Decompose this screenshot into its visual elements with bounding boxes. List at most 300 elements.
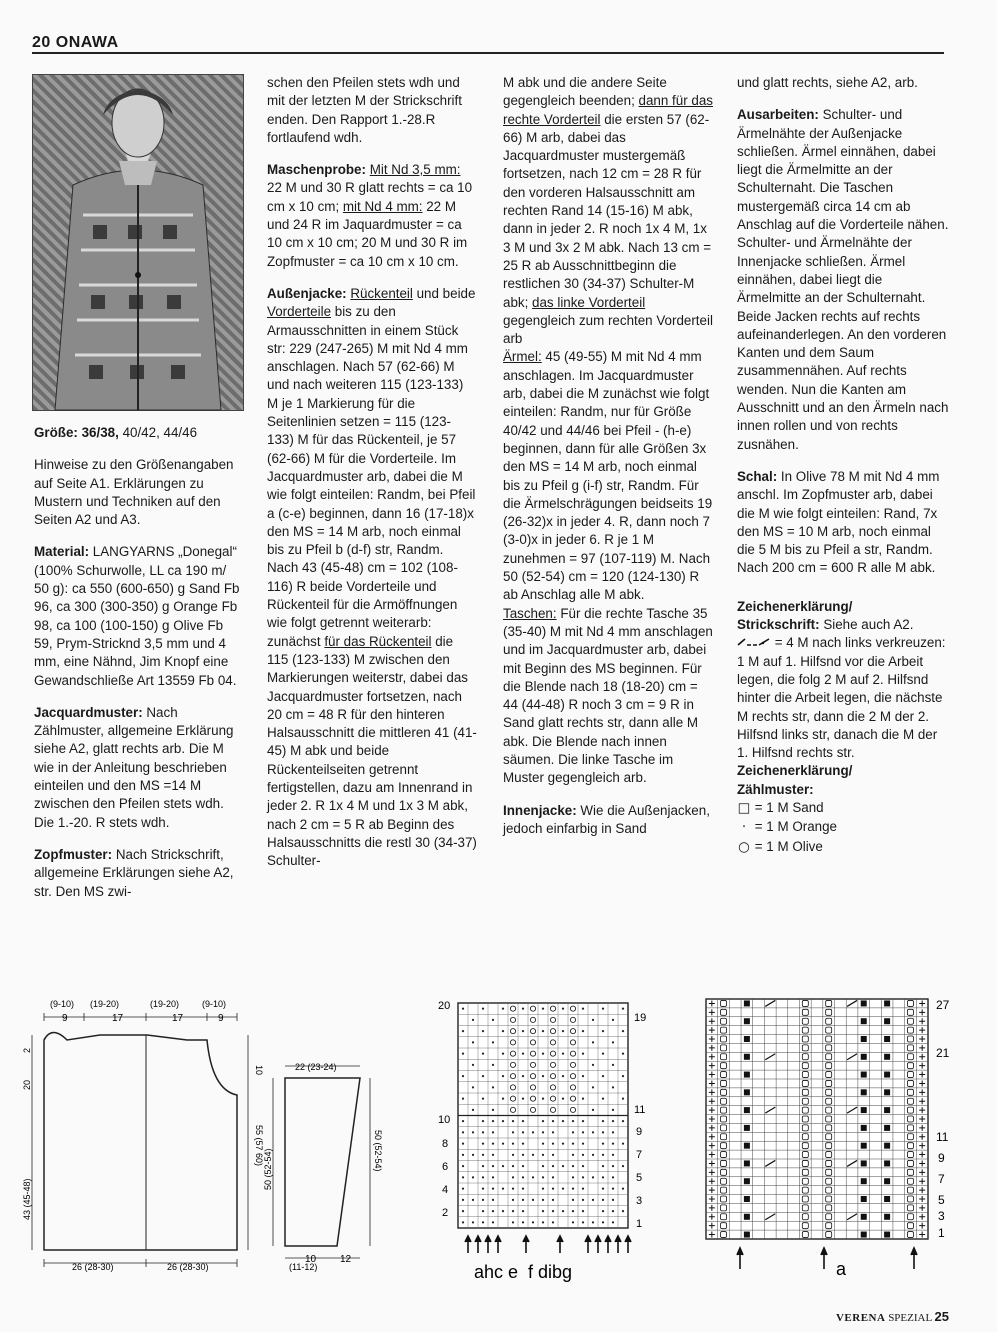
orange-stitch <box>532 1176 534 1178</box>
zopf-label: Zopfmuster: <box>34 846 113 862</box>
filled-stitch <box>861 1178 867 1184</box>
orange-stitch <box>532 1221 534 1223</box>
orange-stitch <box>552 1154 554 1156</box>
orange-stitch <box>462 1154 464 1156</box>
top-label-3: (19-20) <box>150 999 180 1009</box>
orange-stitch <box>552 1176 554 1178</box>
row-label-8: 8 <box>442 1138 449 1150</box>
filled-stitch <box>744 1018 750 1024</box>
orange-stitch <box>602 1131 604 1133</box>
orange-stitch <box>612 1086 614 1088</box>
orange-stitch <box>542 1143 544 1145</box>
orange-stitch <box>462 1221 464 1223</box>
orange-stitch <box>462 1098 464 1100</box>
aj-rueckenteil: Rückenteil <box>350 285 413 301</box>
orange-stitch <box>592 1221 594 1223</box>
orange-stitch <box>542 1030 544 1032</box>
orange-stitch <box>462 1188 464 1190</box>
jacquard-paragraph <box>34 704 244 832</box>
orange-stitch <box>562 1008 564 1010</box>
cable-row-9: 9 <box>938 1151 945 1165</box>
orange-stitch <box>462 1199 464 1201</box>
filled-stitch <box>744 1143 750 1149</box>
cable-row-11: 11 <box>936 1130 949 1144</box>
orange-stitch <box>522 1188 524 1190</box>
orange-stitch <box>532 1131 534 1133</box>
taschen-text: Für die rechte Tasche 35 (35-40) M mit Nd 4 mm anschlagen und im Jacquardmuster arb, dabei mit Beginn des MS beginnen. Für die Blende nach 18 (18-20) cm = 44 (44-48) R noch 3 cm = 9 R in Sand glatt rechts str, dann alle M abk. Die Blende nach innen säumen. Die linke Tasche im Muster gegengleich arb. <box>503 605 713 786</box>
orange-stitch <box>582 1165 584 1167</box>
cable-chart <box>700 995 965 1285</box>
page-header <box>32 34 944 54</box>
filled-stitch <box>744 1232 750 1238</box>
orange-stitch <box>562 1165 564 1167</box>
filled-stitch <box>884 1054 890 1060</box>
filled-stitch <box>861 1125 867 1131</box>
orange-stitch <box>522 1053 524 1055</box>
material-label: Material: <box>34 544 90 560</box>
legend-olive-text: = 1 M Olive <box>754 838 823 854</box>
orange-stitch <box>572 1154 574 1156</box>
legend-zaehlmuster <box>737 762 949 856</box>
filled-stitch <box>744 1036 750 1042</box>
orange-stitch <box>512 1143 514 1145</box>
top-value-1: 9 <box>62 1013 68 1024</box>
orange-stitch <box>562 1030 564 1032</box>
cable-grid <box>706 999 928 1239</box>
orange-stitch <box>542 1199 544 1201</box>
innenjacke-label: Innenjacke: <box>503 802 577 818</box>
orange-stitch <box>572 1120 574 1122</box>
filled-stitch <box>884 1214 890 1220</box>
orange-stitch <box>502 1030 504 1032</box>
orange-stitch <box>492 1199 494 1201</box>
row-label-4: 4 <box>442 1184 449 1196</box>
left-label-2: 20 <box>22 1079 32 1090</box>
c3-text-3: gegengleich zum rechten Vorderteil arb <box>503 312 713 347</box>
orange-stitch <box>512 1188 514 1190</box>
orange-stitch <box>612 1210 614 1212</box>
sleeve-left-label: 50 (52-54) <box>263 1148 273 1190</box>
c3-text-1: M abk und die andere Seite gegengleich beenden; <box>503 75 667 109</box>
orange-stitch <box>542 1188 544 1190</box>
legend2-title: Zeichenerklärung/ <box>737 763 853 779</box>
jacquard-chart <box>430 995 660 1285</box>
filled-stitch <box>744 1000 750 1006</box>
orange-stitch <box>482 1154 484 1156</box>
orange-stitch <box>582 1154 584 1156</box>
mp-needle-35: Mit Nd 3,5 mm: <box>369 162 461 178</box>
row-label-20: 20 <box>438 1000 451 1012</box>
schal-text: In Olive 78 M mit Nd 4 mm anschl. Im Zopfmuster arb, dabei die M wie folgt einteilen: Rand, 7x den MS = 10 M arb, noch einmal die 5 M bis zu Pfeil a str, Randm. Nach 200 cm = 600 R alle M abk. <box>737 468 940 576</box>
orange-stitch <box>572 1221 574 1223</box>
aj-vorderteile: Vorderteile <box>267 304 332 320</box>
orange-stitch <box>512 1199 514 1201</box>
orange-stitch <box>472 1221 474 1223</box>
row-label-11: 11 <box>634 1104 646 1116</box>
orange-stitch <box>572 1131 574 1133</box>
orange-stitch <box>522 1154 524 1156</box>
orange-stitch <box>602 1120 604 1122</box>
left-label-1: 2 <box>22 1047 32 1053</box>
column-2 <box>267 74 477 884</box>
size-paragraph <box>34 424 244 442</box>
orange-stitch <box>492 1165 494 1167</box>
zopf-paragraph <box>34 846 244 901</box>
orange-stitch <box>622 1008 624 1010</box>
orange-stitch <box>582 1176 584 1178</box>
orange-stitch <box>592 1154 594 1156</box>
orange-stitch <box>542 1154 544 1156</box>
cable-row-5: 5 <box>938 1193 945 1207</box>
filled-stitch <box>744 1072 750 1078</box>
orange-stitch <box>572 1188 574 1190</box>
orange-stitch <box>522 1199 524 1201</box>
orange-stitch <box>622 1143 624 1145</box>
ausarbeiten-text: Schulter- und Ärmelnähte der Außenjacke schließen. Ärmel einnähen, dabei liegt die Ärmelmitte an der Schulternaht. Die Taschen mustergemäß circa 14 cm ab Anschlag auf die Vorderteile nähen. Schulter- und Ärmelnähte der Innenjacke schließen. Ärmel einnähen, dabei liegt die Ärmelmitte an der Schulternaht. Beide Jacken rechts auf rechts aufeinanderlegen. An den vorderen Kanten und dem Saum zusammennähen. Auf rechts wenden. Nun die Kanten am Ausschnitt und an den Ärmeln nach innen rollen und von rechts zusnähen. <box>737 107 949 452</box>
ausarbeiten-paragraph <box>737 106 949 454</box>
orange-stitch <box>592 1199 594 1201</box>
filled-stitch <box>884 1232 890 1238</box>
hints-paragraph: Hinweise zu den Größenangaben auf Seite A1. Erklärungen zu Mustern und Techniken auf den Seiten A2 und A3. <box>34 457 234 528</box>
orange-stitch <box>552 1131 554 1133</box>
filled-stitch <box>744 1160 750 1166</box>
orange-stitch <box>492 1019 494 1021</box>
orange-stitch <box>582 1120 584 1122</box>
orange-stitch <box>482 1053 484 1055</box>
filled-stitch <box>884 1160 890 1166</box>
column-3 <box>503 74 715 852</box>
orange-stitch <box>492 1143 494 1145</box>
orange-stitch <box>472 1086 474 1088</box>
innenjacke-continued: und glatt rechts, siehe A2, arb. <box>737 75 918 90</box>
filled-stitch <box>861 1196 867 1202</box>
page-footer <box>836 1309 949 1324</box>
row-label-6: 6 <box>442 1161 449 1173</box>
orange-stitch <box>482 1143 484 1145</box>
orange-stitch <box>622 1210 624 1212</box>
orange-stitch <box>582 1210 584 1212</box>
page-number: 25 <box>934 1309 949 1324</box>
filled-stitch <box>861 1036 867 1042</box>
zopf-text: Nach Strickschrift, allgemeine Erklärungen siehe A2, str. Den MS zwi- <box>34 846 234 899</box>
orange-stitch <box>552 1188 554 1190</box>
orange-stitch <box>512 1120 514 1122</box>
orange-stitch <box>582 1143 584 1145</box>
cable-arrow-label: a <box>836 1259 847 1279</box>
orange-stitch <box>542 1221 544 1223</box>
orange-stitch <box>612 1165 614 1167</box>
orange-stitch <box>562 1188 564 1190</box>
orange-stitch <box>612 1143 614 1145</box>
filled-stitch <box>861 1072 867 1078</box>
c3-linkes-vorderteil: das linke Vorderteil <box>532 294 646 310</box>
orange-stitch <box>472 1154 474 1156</box>
orange-stitch <box>572 1165 574 1167</box>
orange-stitch <box>602 1143 604 1145</box>
aussenjacke-paragraph <box>267 285 477 871</box>
orange-stitch <box>602 1165 604 1167</box>
orange-stitch <box>512 1154 514 1156</box>
orange-stitch <box>572 1199 574 1201</box>
right-label-2: 55 (57 60) <box>254 1125 264 1167</box>
orange-stitch <box>482 1221 484 1223</box>
filled-stitch <box>744 1107 750 1113</box>
orange-stitch <box>502 1210 504 1212</box>
filled-stitch <box>744 1178 750 1184</box>
jacquard-label: Jacquardmuster: <box>34 704 143 720</box>
bottom-label-1: 26 (28-30) <box>72 1262 114 1272</box>
orange-stitch <box>482 1165 484 1167</box>
orange-stitch <box>612 1199 614 1201</box>
orange-stitch <box>482 1188 484 1190</box>
orange-stitch <box>612 1188 614 1190</box>
mp-text-1: 22 M und 30 R glatt rechts = ca 10 cm x 10 cm; <box>267 180 473 214</box>
legend1-subtitle: Strickschrift: <box>737 617 820 633</box>
orange-stitch <box>562 1053 564 1055</box>
orange-stitch <box>542 1053 544 1055</box>
maschenprobe-paragraph <box>267 161 477 271</box>
row-label-2: 2 <box>442 1207 449 1219</box>
orange-stitch <box>542 1008 544 1010</box>
legend-sand <box>737 799 949 818</box>
orange-stitch <box>492 1131 494 1133</box>
orange-stitch <box>502 1188 504 1190</box>
legend1-title: Zeichenerklärung/ <box>737 598 853 614</box>
orange-stitch <box>502 1053 504 1055</box>
orange-stitch <box>602 1210 604 1212</box>
orange-stitch <box>522 1075 524 1077</box>
filled-stitch <box>861 1089 867 1095</box>
row-label-19: 19 <box>634 1012 647 1024</box>
top-label-4: (9-10) <box>202 999 227 1009</box>
legend1-text: = 4 M nach links verkreuzen: 1 M auf 1. Hilfsnd vor die Arbeit legen, die folg 2 M auf 2. Hilfsnd hinter die Arbeit legen, die nächste M rechts str, dann die 2 M der 2. Hilfsnd links str, danach die M der 1. Hilfsnd rechts str. <box>737 635 946 761</box>
orange-stitch <box>462 1210 464 1212</box>
orange-stitch <box>492 1154 494 1156</box>
filled-stitch <box>861 1018 867 1024</box>
filled-stitch <box>884 1196 890 1202</box>
orange-stitch <box>612 1064 614 1066</box>
orange-stitch <box>592 1131 594 1133</box>
orange-stitch <box>522 1165 524 1167</box>
orange-stitch <box>622 1165 624 1167</box>
orange-stitch <box>612 1176 614 1178</box>
orange-stitch <box>472 1176 474 1178</box>
orange-stitch <box>502 1165 504 1167</box>
model-figure <box>33 75 243 410</box>
orange-stitch <box>622 1120 624 1122</box>
row-label-1: 1 <box>636 1218 643 1230</box>
legend-orange <box>737 818 949 837</box>
orange-stitch <box>512 1176 514 1178</box>
orange-stitch <box>502 1120 504 1122</box>
orange-stitch <box>612 1221 614 1223</box>
filled-stitch <box>884 1000 890 1006</box>
orange-stitch <box>492 1210 494 1212</box>
dot-icon: · <box>741 820 747 836</box>
orange-stitch <box>522 1143 524 1145</box>
orange-stitch <box>482 1131 484 1133</box>
orange-stitch <box>522 1131 524 1133</box>
orange-stitch <box>492 1176 494 1178</box>
sleeve-schematic <box>265 1030 385 1270</box>
row-label-10: 10 <box>438 1114 451 1126</box>
page-title: 20 ONAWA <box>32 34 119 51</box>
aj-text-2: bis zu den Armausschnitten in einem Stück str: 229 (247-265) M mit Nd 4 mm anschlagen. Nach 57 (62-66) M und nach weiteren 115 (123-133) M je 1 Markierung für die Seitenlinien setzen = 115 (123-133) M für das Rückenteil, je 57 (62-66) M für die Vorderteile. Im Jacquardmuster arb, dabei die M wie folgt einteilen: Randm, bei Pfeil a (c-e) beginnen, dann 16 (17-18)x den MS = 14 M arb, noch einmal bis zu Pfeil b (d-f) str, Randm. Nach 43 (45-48) cm = 102 (108-116) R beide Vorderteile und Rückenteil für die Armöffnungen wie folgt getrennt weiterarb: zunächst <box>267 304 476 649</box>
orange-stitch <box>592 1019 594 1021</box>
orange-stitch <box>582 1188 584 1190</box>
orange-stitch <box>542 1075 544 1077</box>
maschenprobe-label: Maschenprobe: <box>267 162 366 178</box>
orange-stitch <box>562 1210 564 1212</box>
orange-stitch <box>512 1165 514 1167</box>
innenjacke-text: Wie die Außenjacken, jedoch einfarbig in Sand <box>503 802 710 836</box>
orange-stitch <box>512 1221 514 1223</box>
sleeve-bottom-value-2: 12 <box>340 1254 352 1265</box>
bottom-label-2: 26 (28-30) <box>167 1262 209 1272</box>
orange-stitch <box>602 1176 604 1178</box>
filled-stitch <box>744 1125 750 1131</box>
orange-stitch <box>502 1075 504 1077</box>
orange-stitch <box>462 1053 464 1055</box>
arrow-labels: ahc e f dibg <box>474 1262 573 1282</box>
filled-stitch <box>861 1054 867 1060</box>
filled-stitch <box>884 1178 890 1184</box>
orange-stitch <box>472 1199 474 1201</box>
orange-stitch <box>502 1008 504 1010</box>
mp-text-2: 22 M und 24 R im Jaquardmuster = ca 10 cm x 10 cm; 20 M und 30 R im Zopfmuster = ca 10 cm x 10 cm. <box>267 198 468 269</box>
orange-stitch <box>602 1075 604 1077</box>
orange-stitch <box>622 1188 624 1190</box>
orange-stitch <box>582 1053 584 1055</box>
orange-stitch <box>622 1053 624 1055</box>
orange-stitch <box>492 1109 494 1111</box>
orange-stitch <box>522 1210 524 1212</box>
orange-stitch <box>592 1176 594 1178</box>
orange-stitch <box>542 1165 544 1167</box>
filled-stitch <box>884 1018 890 1024</box>
filled-stitch <box>861 1107 867 1113</box>
orange-stitch <box>582 1199 584 1201</box>
schal-label: Schal: <box>737 468 778 484</box>
filled-stitch <box>884 1107 890 1113</box>
aj-text-3: die 115 (123-133) M zwischen den Markierungen weiterstr, dabei das Jacquardmuster fortsetzen, nach 20 cm = 48 R für den hinteren Halsausschnitt die mittleren 41 (41-45) M abk und beide Rückenteilseiten getrennt fertigstellen, dazu am Innenrand in jeder 2. R 1x 4 M und 1x 3 M abk, nach 2 cm = 5 R ab Beginn des Halsausschnitts die restl 30 (34-37) Schulter- <box>267 633 477 869</box>
orange-stitch <box>572 1176 574 1178</box>
innenjacke-paragraph <box>503 802 715 839</box>
orange-stitch <box>552 1199 554 1201</box>
aermel-text: 45 (49-55) M mit Nd 4 mm anschlagen. Im Jacquardmuster arb, dabei die M zunächst wie folgt einteilen: Randm, nur für Größe 40/42 und 44/46 bei Pfeil - (h-e) beginnen, dann für alle Größen 3x den MS = 14 M arb, noch einmal bis zu Pfeil g (i-f) str, Randm. Für die Ärmelschrägungen beidseits 19 (26-32)x in jeder 4. R, dann noch 7 (3-0)x in jeder 6. R je 1 M zunehmen = 97 (107-119) M. Nach 50 (52-54) cm = 120 (124-130) R ab Anschlag alle M abk. <box>503 349 713 603</box>
sleeve-top-label: 22 (23-24) <box>295 1062 337 1072</box>
orange-stitch <box>602 1008 604 1010</box>
orange-stitch <box>492 1041 494 1043</box>
aj-fuer-rueckenteil: für das Rückenteil <box>324 633 432 649</box>
orange-stitch <box>582 1131 584 1133</box>
legend2-subtitle: Zählmuster: <box>737 781 814 797</box>
legend1-rest: Siehe auch A2. <box>819 617 914 633</box>
orange-stitch <box>562 1098 564 1100</box>
filled-stitch <box>861 1232 867 1238</box>
orange-stitch <box>462 1143 464 1145</box>
orange-stitch <box>562 1075 564 1077</box>
orange-stitch <box>592 1086 594 1088</box>
top-value-2: 17 <box>112 1013 124 1024</box>
filled-stitch <box>861 1214 867 1220</box>
cable-cross-icon <box>737 637 771 647</box>
model-photo <box>32 74 244 411</box>
sleeve-bottom-sub: (11-12) <box>289 1262 318 1272</box>
orange-stitch <box>532 1154 534 1156</box>
filled-stitch <box>861 1143 867 1149</box>
orange-stitch <box>522 1008 524 1010</box>
orange-stitch <box>492 1064 494 1066</box>
orange-stitch <box>482 1098 484 1100</box>
orange-stitch <box>562 1120 564 1122</box>
cable-row-3: 3 <box>938 1209 945 1223</box>
size-label: Größe: 36/38, <box>34 425 119 440</box>
orange-stitch <box>472 1064 474 1066</box>
orange-stitch <box>502 1143 504 1145</box>
orange-stitch <box>602 1030 604 1032</box>
orange-stitch <box>552 1143 554 1145</box>
orange-stitch <box>542 1210 544 1212</box>
orange-stitch <box>552 1210 554 1212</box>
orange-stitch <box>482 1075 484 1077</box>
filled-stitch <box>861 1160 867 1166</box>
orange-stitch <box>612 1109 614 1111</box>
orange-stitch <box>472 1109 474 1111</box>
row-label-5: 5 <box>636 1172 643 1184</box>
orange-stitch <box>582 1221 584 1223</box>
sleeve-bottom-value: 10 <box>305 1254 317 1265</box>
zopf-continued: schen den Pfeilen stets wdh und mit der letzten M der Strickschrift enden. Den Rapport 1.-28.R fortlaufend wdh. <box>267 75 462 145</box>
orange-stitch <box>542 1131 544 1133</box>
orange-stitch <box>592 1064 594 1066</box>
cable-row-7: 7 <box>938 1172 945 1186</box>
filled-stitch <box>861 1000 867 1006</box>
filled-stitch <box>744 1196 750 1202</box>
orange-stitch <box>612 1041 614 1043</box>
filled-stitch <box>744 1054 750 1060</box>
orange-stitch <box>462 1030 464 1032</box>
row-label-7: 7 <box>636 1149 643 1161</box>
right-label-1: 10 <box>254 1065 264 1076</box>
cable-row-1: 1 <box>938 1226 945 1240</box>
circle-icon: ○ <box>738 839 750 855</box>
empty-square-icon: □ <box>737 800 751 816</box>
mp-needle-4: mit Nd 4 mm: <box>342 198 423 214</box>
orange-stitch <box>592 1109 594 1111</box>
orange-stitch <box>462 1165 464 1167</box>
filled-stitch <box>884 1125 890 1131</box>
orange-stitch <box>512 1131 514 1133</box>
legend-olive <box>737 838 949 857</box>
row-label-9: 9 <box>636 1126 643 1138</box>
top-label-2: (19-20) <box>90 999 120 1009</box>
orange-stitch <box>602 1199 604 1201</box>
orange-stitch <box>482 1120 484 1122</box>
orange-stitch <box>612 1131 614 1133</box>
vorderteil-paragraph <box>503 74 715 788</box>
c3-rechtes-vorderteil: dann für das rechte Vorderteil <box>503 93 713 127</box>
orange-stitch <box>612 1120 614 1122</box>
orange-stitch <box>522 1030 524 1032</box>
orange-stitch <box>622 1075 624 1077</box>
sleeve-right-label: 50 (52-54) <box>373 1130 383 1172</box>
orange-stitch <box>482 1199 484 1201</box>
top-label-1: (9-10) <box>50 999 75 1009</box>
cable-row-27: 27 <box>936 998 950 1012</box>
aussenjacke-label: Außenjacke: <box>267 285 347 301</box>
size-values: 40/42, 44/46 <box>118 425 198 440</box>
